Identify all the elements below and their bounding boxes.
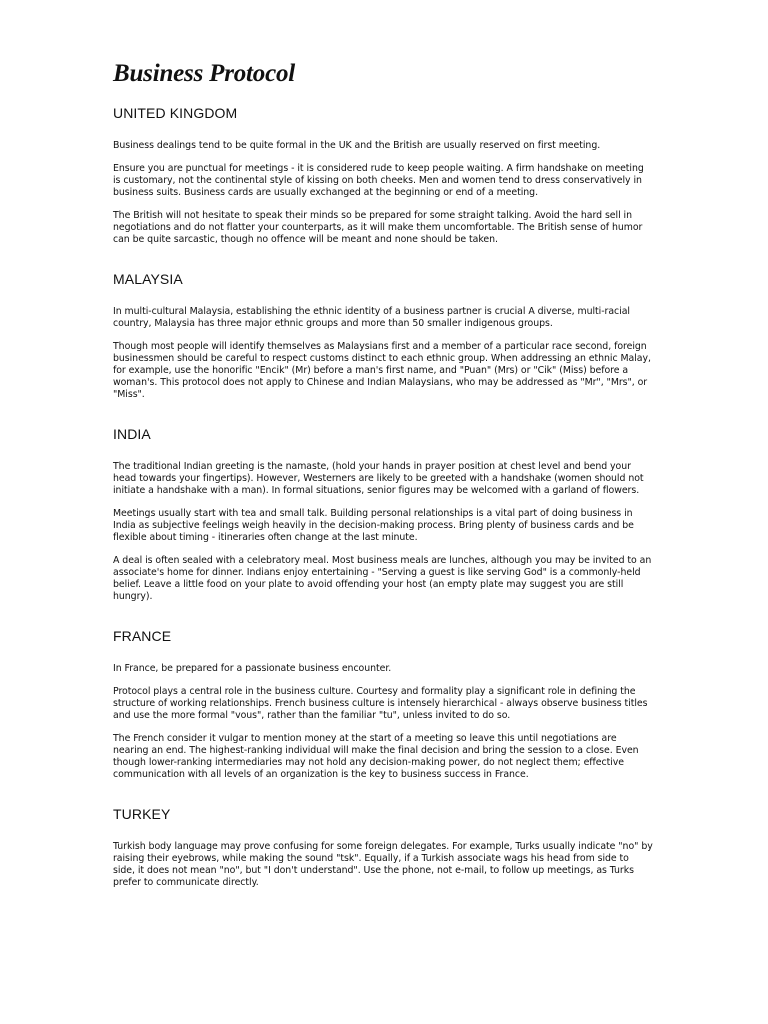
paragraph: Ensure you are punctual for meetings - it is considered rude to keep people waiting. A firm handshake on meeting is customary, not the continental style of kissing on both cheeks. Men and women tend to dress conservatively in business suits. Business cards are usually exchanged at the beginning or end of a meeting. xyxy=(113,163,644,198)
section-heading: UNITED KINGDOM xyxy=(113,105,238,121)
section-india xyxy=(113,425,653,603)
section-heading: INDIA xyxy=(113,426,151,442)
paragraph: Turkish body language may prove confusing for some foreign delegates. For example, Turks usually indicate "no" by raising their eyebrows, while making the sound "tsk". Equally, if a Turkish associate wags his head from side to side, it does not mean "no", but "I don't understand". Use the phone, not e-mail, to follow up meetings, as Turks prefer to communicate directly. xyxy=(113,841,653,888)
paragraph: Though most people will identify themselves as Malaysians first and a member of a particular race second, foreign businessmen should be careful to respect customs distinct to each ethnic group. When addressing an ethnic Malay, for example, use the honorific "Encik" (Mr) before a man's first name, and "Puan" (Mrs) or "Cik" (Miss) before a woman's. This protocol does not apply to Chinese and Indian Malaysians, who may be addressed as "Mr", "Mrs", or "Miss". xyxy=(113,341,651,400)
paragraph: The British will not hesitate to speak their minds so be prepared for some straight talking. Avoid the hard sell in negotiations and do not flatter your counterparts, as it will make them uncomfortable. The British sense of humor can be quite sarcastic, though no offence will be meant and none should be taken. xyxy=(113,210,643,245)
document-page xyxy=(113,58,653,900)
paragraph: Protocol plays a central role in the business culture. Courtesy and formality play a significant role in defining the structure of working relationships. French business culture is intensely hierarchical - always observe business titles and use the more formal "vous", rather than the familiar "tu", unless invited to do so. xyxy=(113,686,648,721)
paragraph: In France, be prepared for a passionate business encounter. xyxy=(113,663,392,674)
paragraph: The French consider it vulgar to mention money at the start of a meeting so leave this until negotiations are nearing an end. The highest-ranking individual will make the final decision and bring the session to a close. Even though lower-ranking intermediaries may not hold any decision-making power, do not neglect them; effective communication with all levels of an organization is the key to business success in France. xyxy=(113,733,639,780)
section-heading: MALAYSIA xyxy=(113,271,183,287)
paragraph: Meetings usually start with tea and small talk. Building personal relationships is a vital part of doing business in India as subjective feelings weigh heavily in the decision-making process. Bring plenty of business cards and be flexible about timing - itineraries often change at the last minute. xyxy=(113,508,634,543)
section-heading: TURKEY xyxy=(113,806,171,822)
paragraph: The traditional Indian greeting is the namaste, (hold your hands in prayer position at chest level and bend your head towards your fingertips). However, Westerners are likely to be greeted with a handshake (women should not initiate a handshake with a man). In formal situations, senior figures may be welcomed with a garland of flowers. xyxy=(113,461,644,496)
document-title: Business Protocol xyxy=(113,60,296,87)
section-malaysia xyxy=(113,270,653,401)
paragraph: Business dealings tend to be quite formal in the UK and the British are usually reserved on first meeting. xyxy=(113,140,601,151)
section-turkey xyxy=(113,805,653,889)
section-france xyxy=(113,627,653,781)
section-heading: FRANCE xyxy=(113,628,172,644)
paragraph: A deal is often sealed with a celebratory meal. Most business meals are lunches, although you may be invited to an associate's home for dinner. Indians enjoy entertaining - "Serving a guest is like serving God" is a commonly-held belief. Leave a little food on your plate to avoid offending your host (an empty plate may suggest you are still hungry). xyxy=(113,555,652,602)
section-united-kingdom xyxy=(113,104,653,246)
paragraph: In multi-cultural Malaysia, establishing the ethnic identity of a business partner is crucial A diverse, multi-racial country, Malaysia has three major ethnic groups and more than 50 smaller indigenous groups. xyxy=(113,306,630,329)
